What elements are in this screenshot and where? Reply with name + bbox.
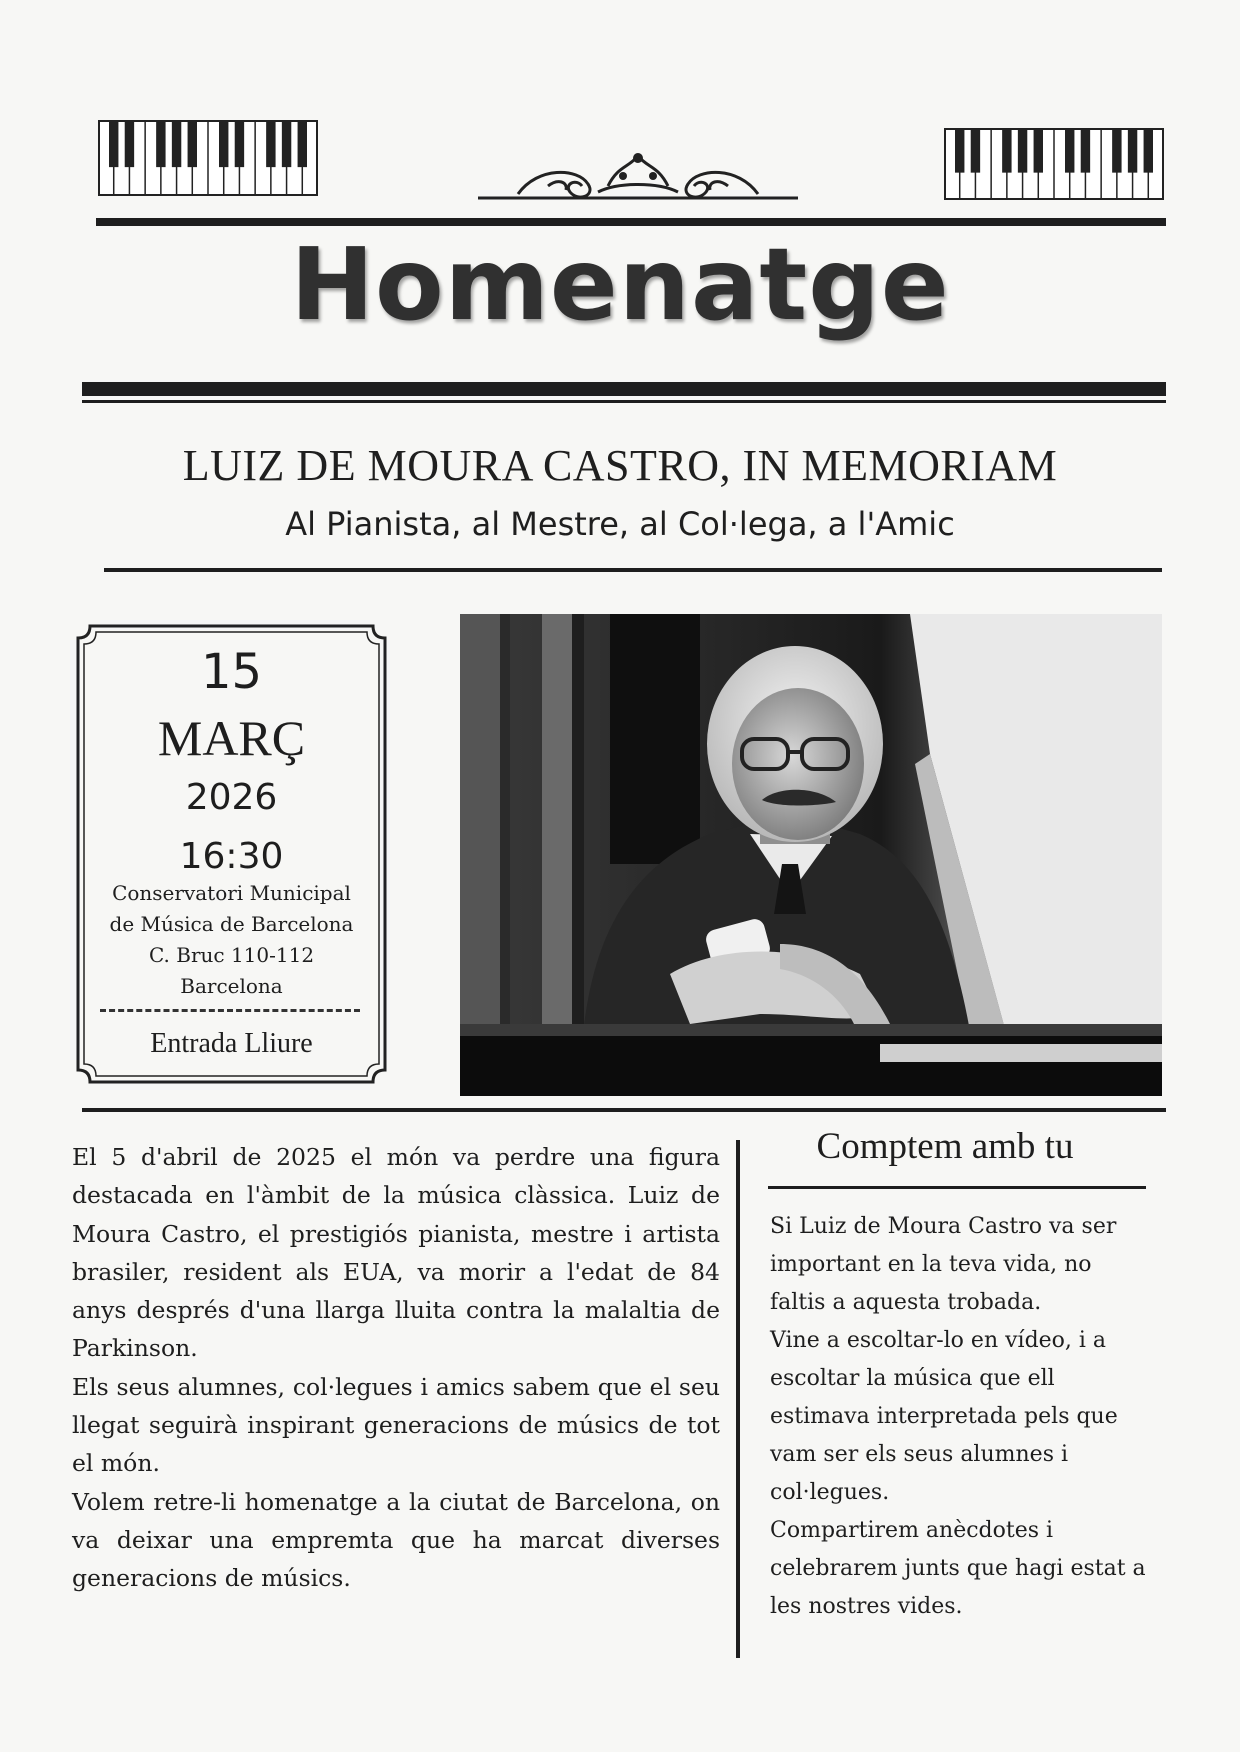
header-rule-bottom xyxy=(82,382,1166,396)
body-rule xyxy=(82,1108,1166,1112)
event-venue xyxy=(76,878,387,1002)
pianist-photo xyxy=(460,614,1162,1096)
sidebar-title: Comptem amb tu xyxy=(816,1126,1074,1167)
venue-line-2: de Música de Barcelona xyxy=(109,912,354,936)
ornament-flourish-icon xyxy=(478,146,798,206)
entry-note: Entrada Lliure xyxy=(150,1028,313,1059)
piano-keys-right-icon xyxy=(944,128,1164,200)
header-rule-thin xyxy=(82,400,1166,403)
sidebar-paragraph-3: Compartirem anècdotes i celebrarem junts que hagi estat a les nostres vides. xyxy=(770,1518,1146,1619)
dedication-line: Al Pianista, al Mestre, al Col·lega, a l'Amic xyxy=(285,505,955,543)
article-paragraph-2: Els seus alumnes, col·legues i amics sabem que el seu llegat seguirà inspirant generacions de músics de tot el món. xyxy=(72,1372,720,1478)
sidebar-title-rule xyxy=(768,1186,1146,1189)
venue-address: C. Bruc 110-112 xyxy=(148,943,315,967)
sidebar-paragraph-2: Vine a escoltar-lo en vídeo, i a escoltar la música que ell estimava interpretada pels que vam ser els seus alumnes i col·legues. xyxy=(770,1328,1118,1505)
sidebar-paragraph-1: Si Luiz de Moura Castro va ser important en la teva vida, no faltis a aquesta trobada. xyxy=(770,1214,1117,1315)
event-month: MARÇ xyxy=(157,710,306,766)
column-divider xyxy=(736,1140,740,1658)
header-rule-top xyxy=(96,218,1166,226)
info-separator xyxy=(100,1009,360,1012)
page-title: Homenatge xyxy=(290,226,950,343)
event-time: 16:30 xyxy=(179,836,284,877)
sidebar-body xyxy=(770,1208,1150,1626)
section-divider xyxy=(104,568,1162,572)
piano-keys-left-icon xyxy=(98,120,318,196)
page-subtitle: LUIZ DE MOURA CASTRO, IN MEMORIAM xyxy=(182,441,1058,490)
article-body xyxy=(72,1138,720,1598)
article-paragraph-3: Volem retre-li homenatge a la ciutat de Barcelona, on va deixar una empremta que ha marcat diverses generacions de músics. xyxy=(72,1487,720,1593)
venue-city: Barcelona xyxy=(180,974,283,998)
event-day: 15 xyxy=(200,644,263,700)
venue-line-1: Conservatori Municipal xyxy=(112,881,351,905)
event-info-box xyxy=(76,624,387,1084)
event-year: 2026 xyxy=(185,777,278,818)
article-paragraph-1: El 5 d'abril de 2025 el món va perdre una figura destacada en l'àmbit de la música clàssica. Luiz de Moura Castro, el prestigiós pianista, mestre i artista brasiler, resident als EUA, va morir a l'edat de 84 anys després d'una llarga lluita contra la malaltia de Parkinson. xyxy=(72,1143,720,1363)
